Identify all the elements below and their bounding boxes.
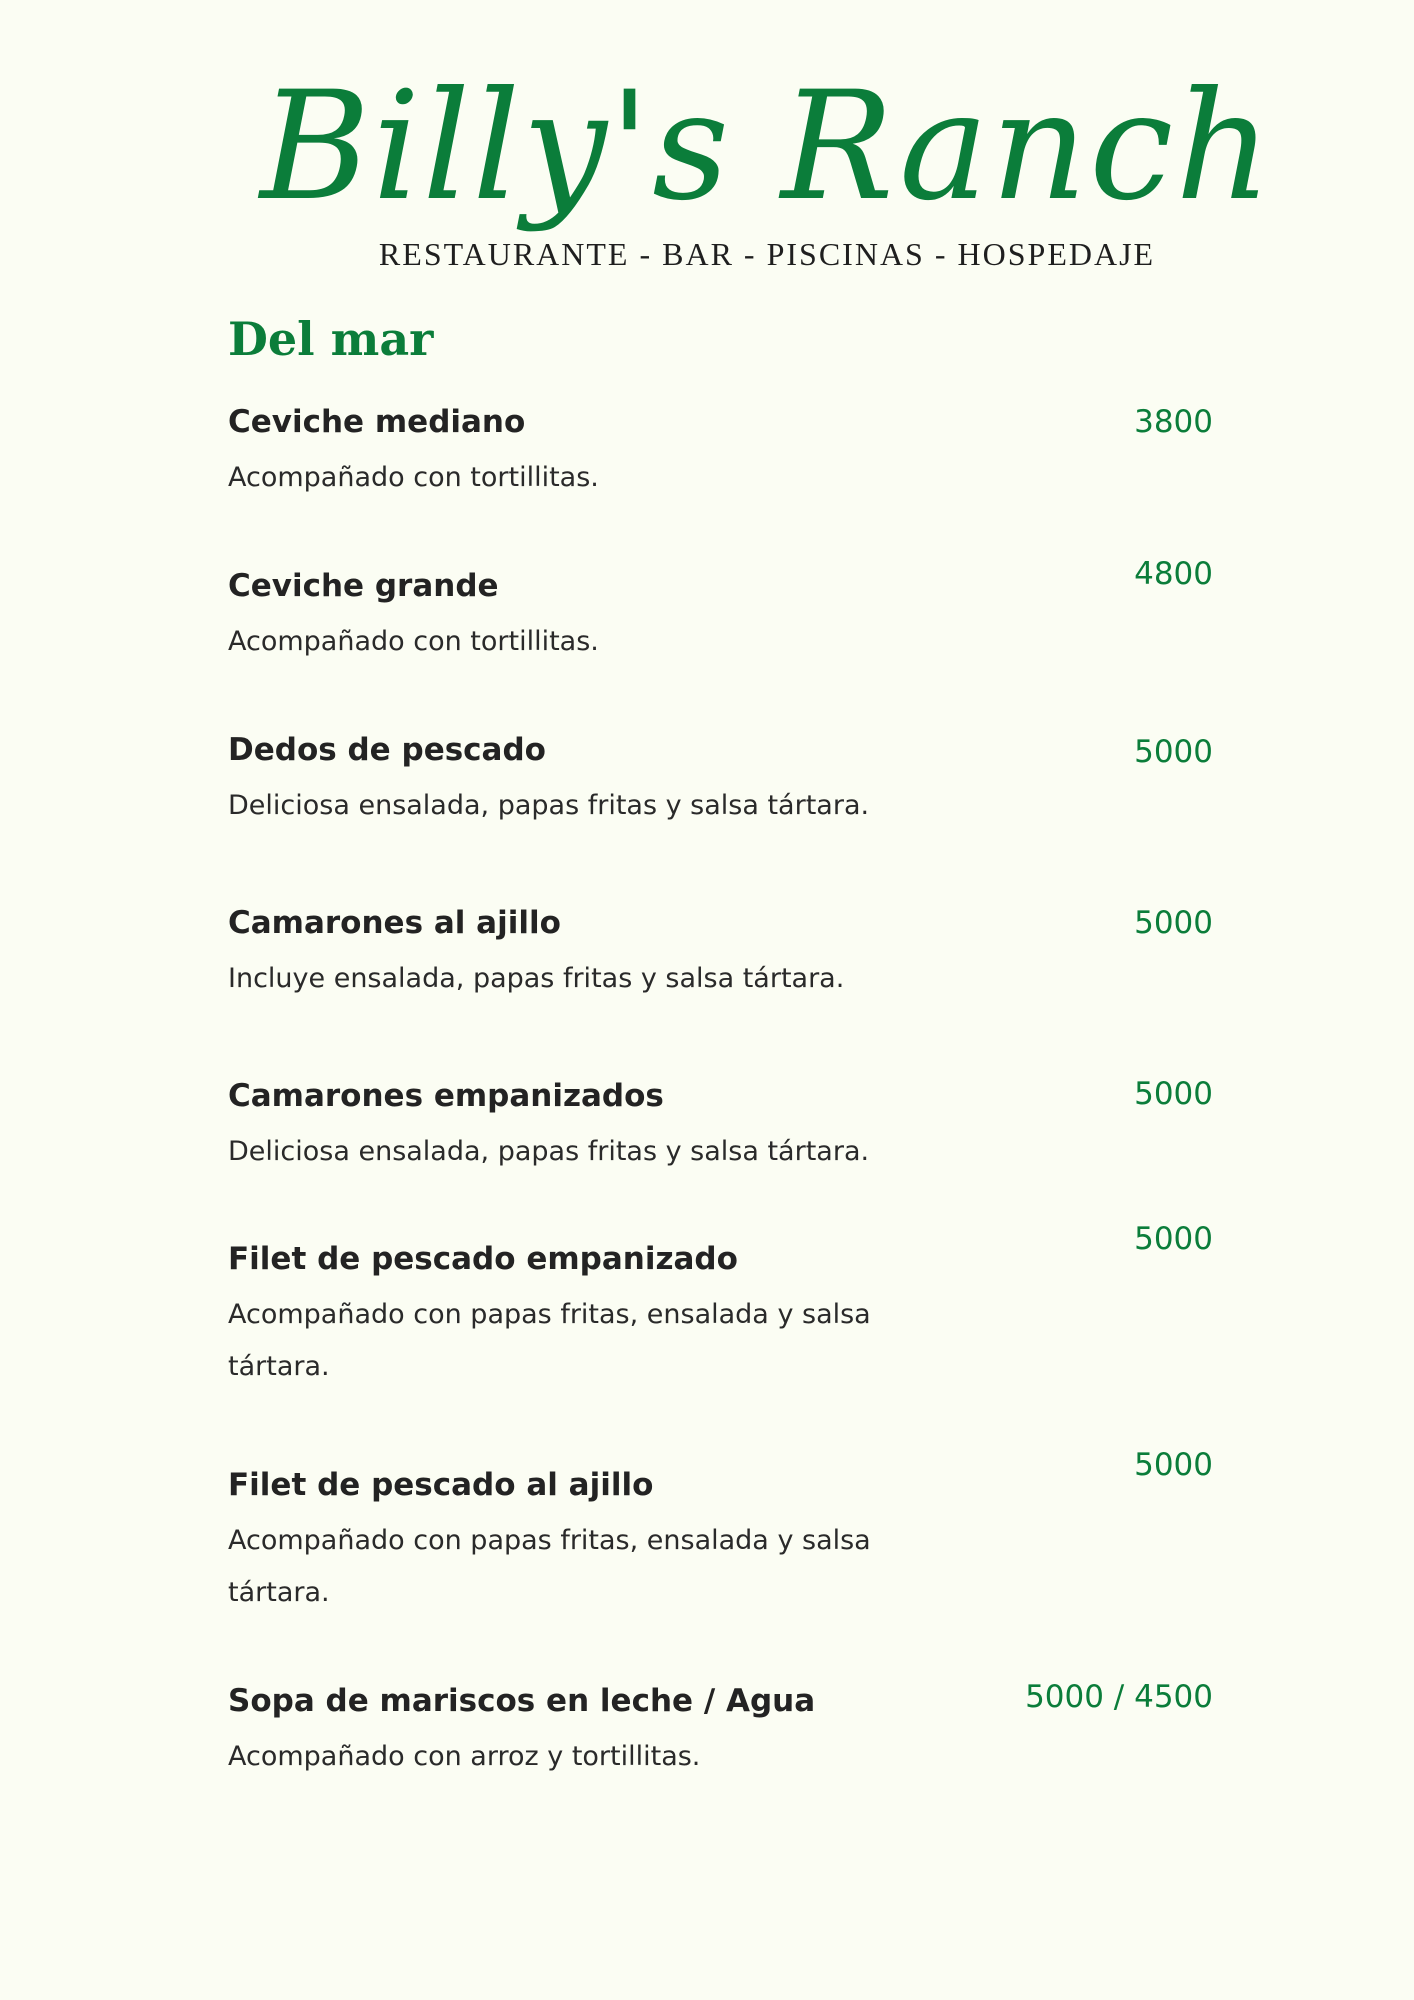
item-price: 5000 [1134,1447,1213,1483]
item-description: Acompañado con tortillitas. [228,462,599,493]
menu-item [228,903,1213,1005]
item-name: Sopa de mariscos en leche / Agua [228,1683,816,1719]
item-name: Filet de pescado al ajillo [228,1467,654,1503]
menu-item [228,1076,1213,1178]
item-price: 3800 [1134,404,1213,440]
item-name: Ceviche grande [228,568,499,604]
item-description: Acompañado con tortillitas. [228,626,599,657]
menu-item [228,730,1213,832]
menu-item [228,402,1213,504]
item-price: 5000 / 4500 [1025,1679,1213,1715]
item-description: Acompañado con arroz y tortillitas. [228,1741,701,1772]
item-description: Acompañado con papas fritas, ensalada y salsa tártara. [228,1299,871,1382]
item-name: Ceviche mediano [228,404,526,440]
item-price: 5000 [1134,1221,1213,1257]
item-name: Camarones empanizados [228,1078,664,1114]
item-price: 5000 [1134,734,1213,770]
item-price: 5000 [1134,1076,1213,1112]
item-name: Dedos de pescado [228,732,546,768]
menu-item [228,1681,1213,1783]
item-description: Acompañado con papas fritas, ensalada y salsa tártara. [228,1525,871,1608]
menu-item [228,1221,1213,1393]
menu-item [228,1447,1213,1619]
item-name: Filet de pescado empanizado [228,1241,738,1277]
section-title: Del mar [228,312,434,366]
restaurant-title: Billy's Ranch [260,60,1274,234]
item-name: Camarones al ajillo [228,905,561,941]
menu-item [228,556,1213,668]
item-price: 4800 [1134,556,1213,592]
item-price: 5000 [1134,905,1213,941]
item-description: Deliciosa ensalada, papas fritas y salsa tártara. [228,1136,870,1167]
item-description: Deliciosa ensalada, papas fritas y salsa tártara. [228,790,870,821]
item-description: Incluye ensalada, papas fritas y salsa tártara. [228,963,845,994]
restaurant-subtitle: RESTAURANTE - BAR - PISCINAS - HOSPEDAJE [378,236,1156,272]
